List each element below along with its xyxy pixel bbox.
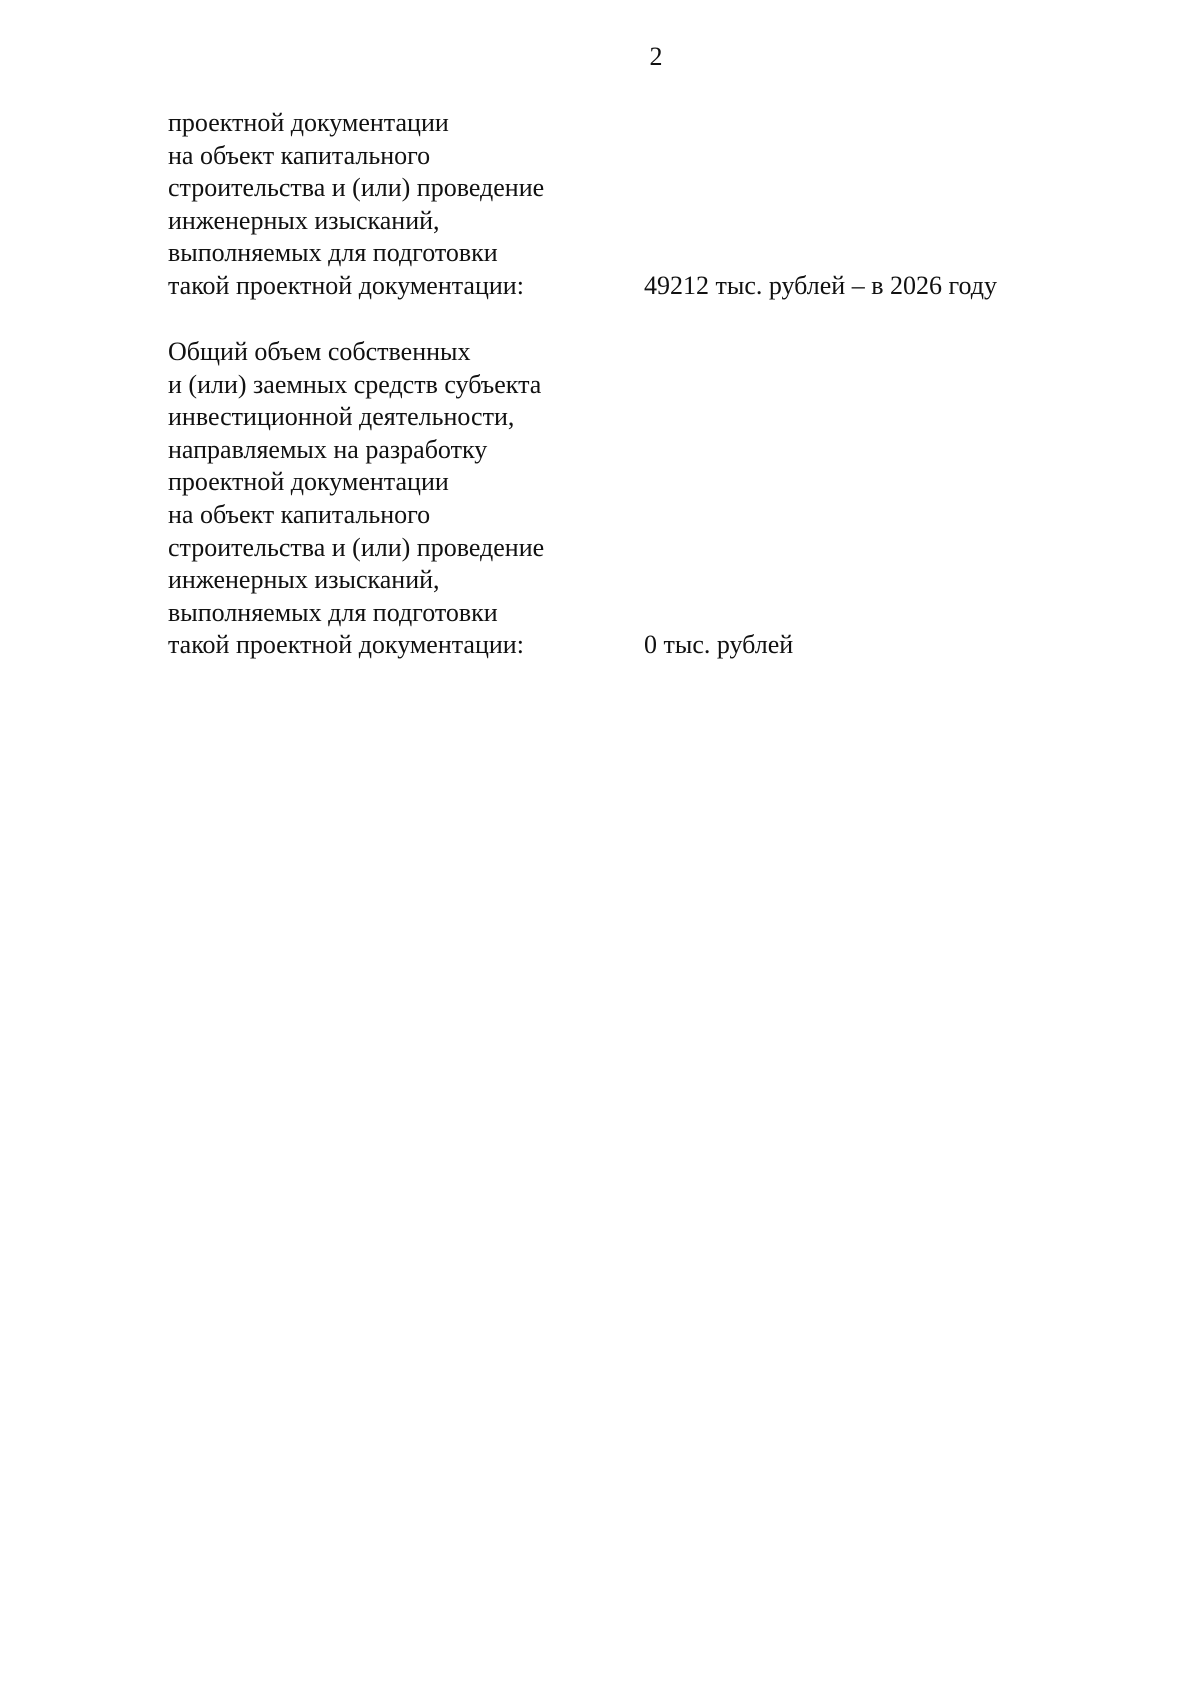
label-line: строительства и (или) проведение [168, 173, 545, 203]
label-line: такой проектной документации: [168, 630, 524, 660]
label-line: инженерных изысканий, [168, 565, 440, 595]
entry-label [168, 336, 628, 662]
label-line: инвестиционной деятельности, [168, 402, 515, 432]
label-line: такой проектной документации: [168, 270, 524, 300]
label-line: проектной документации [168, 108, 449, 137]
label-line: на объект капитального [168, 499, 431, 529]
entry-label [168, 107, 628, 303]
label-line: строительства и (или) проведение [168, 532, 545, 562]
label-line: проектной документации [168, 467, 449, 497]
funding-entry-project-documentation [168, 107, 1068, 303]
label-line: и (или) заемных средств субъекта [168, 369, 542, 399]
funding-entry-own-borrowed-funds [168, 336, 1068, 662]
entry-value: 0 тыс. рублей [644, 630, 794, 660]
page-number: 2 [649, 42, 663, 71]
entry-value: 49212 тыс. рублей – в 2026 году [644, 270, 997, 300]
label-line: на объект капитального [168, 140, 431, 170]
label-line: выполняемых для подготовки [168, 238, 498, 268]
label-line: инженерных изысканий, [168, 205, 440, 235]
label-line: Общий объем собственных [168, 337, 471, 366]
label-line: направляемых на разработку [168, 434, 488, 464]
label-line: выполняемых для подготовки [168, 597, 498, 627]
